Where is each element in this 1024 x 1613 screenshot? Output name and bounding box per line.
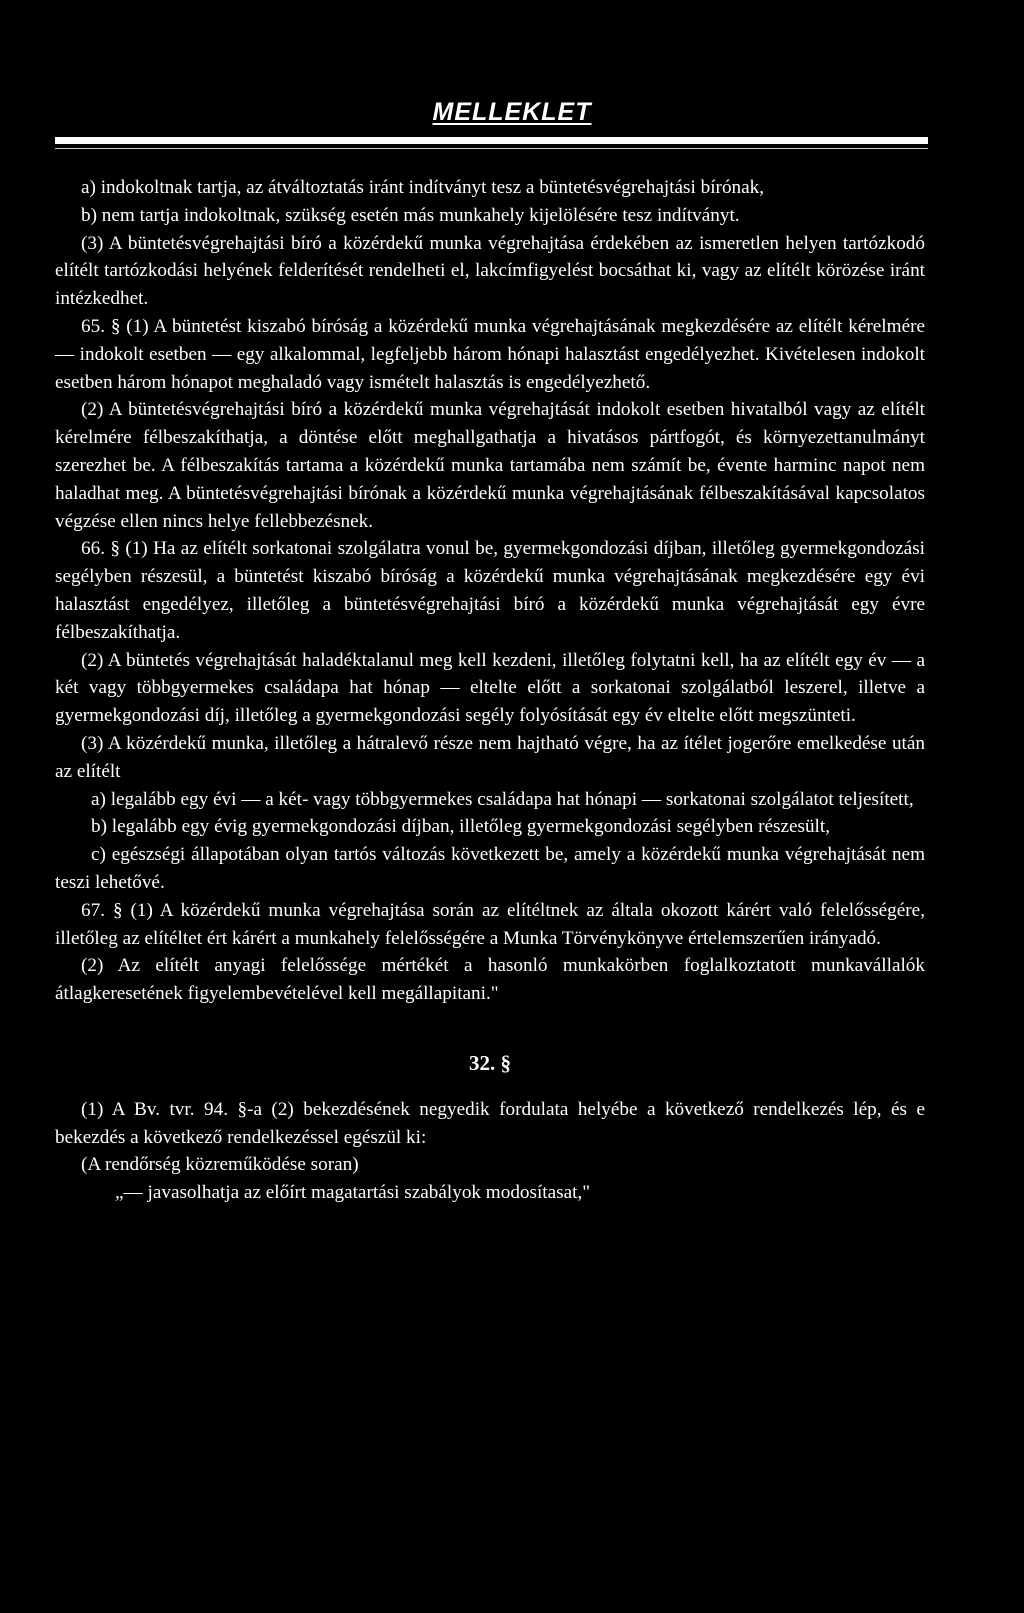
paragraph: (A rendőrség közreműködése soran) bbox=[81, 1154, 359, 1176]
paragraph: (1) A Bv. tvr. 94. §-a (2) bekezdésének negyedik fordulata helyébe a következő rendelkezés lép, és e bekezdés a következő rendelkezéssel egészül ki: bbox=[55, 1098, 925, 1148]
header-rule-thick bbox=[55, 137, 928, 144]
paragraph: (3) A büntetésvégrehajtási bíró a közérdekű munka végrehajtása érdekében az ismeretlen helyen tartózkodó elítélt tartózkodási helyének felderítését rendelheti el, lakcímfigyelést bocsáthat ki, vagy az elítélt körözése iránt intézkedhet. bbox=[55, 232, 925, 310]
paragraph: 65. § (1) A büntetést kiszabó bíróság a közérdekű munka végrehajtásának megkezdésére az elítélt kérelmére — indokolt esetben — egy alkalommal, legfeljebb három hónapi halasztást engedélyezhet. Kivételesen indokolt esetben három hónapot meghaladó vagy ismételt halasztás is engedélyezhető. bbox=[55, 315, 925, 393]
paragraph: (2) A büntetés végrehajtását haladéktalanul meg kell kezdeni, illetőleg folytatni kell, ha az elítélt egy év — a két vagy többgyermekes családapa hat hónap — eltelte előtt a sorkatonai szolgálatból leszerel, illetve a gyermekgondozási díj, illetőleg a gyermekgondozási segély folyósítását egy év eltelte előtt megszünteti. bbox=[55, 649, 925, 727]
paragraph: a) indokoltnak tartja, az átváltoztatás iránt indítványt tesz a büntetésvégrehajtási bírónak, bbox=[81, 177, 765, 198]
paragraph: a) legalább egy évi — a két- vagy többgyermekes családapa hat hónapi — sorkatonai szolgálatot teljesített, bbox=[91, 788, 914, 810]
paragraph: (2) Az elítélt anyagi felelőssége mértékét a hasonló munkakörben foglalkoztatott munkavállalók átlagkeresetének figyelembevételével kell megállapitani." bbox=[55, 955, 925, 1005]
paragraph: „— javasolhatja az előírt magatartási szabályok modosítasat," bbox=[115, 1182, 591, 1204]
paragraph: (3) A közérdekű munka, illetőleg a hátralevő része nem hajtható végre, ha az ítélet jogerőre emelkedése után az elítélt bbox=[55, 732, 925, 782]
header-rule-thin bbox=[55, 148, 928, 149]
section-title: 32. § bbox=[469, 1050, 511, 1075]
paragraph: b) nem tartja indokoltnak, szükség esetén más munkahely kijelölésére tesz indítványt. bbox=[81, 204, 740, 226]
document-body bbox=[55, 174, 925, 1207]
page-header-title: MELLEKLET bbox=[432, 98, 592, 126]
paragraph: (2) A büntetésvégrehajtási bíró a közérdekű munka végrehajtását indokolt esetben hivatalból vagy az elítélt kérelmére félbeszakíthatja, a döntése előtt meghallgathatja a hivatásos pártfogót, és környezettanulmányt szerezhet be. A félbeszakítás tartama a közérdekű munka tartamába nem számít be, évente harminc napot nem haladhat meg. A büntetésvégrehajtási bírónak a közérdekű munka végrehajtásának félbeszakításával kapcsolatos végzése ellen nincs helye fellebbezésnek. bbox=[55, 399, 925, 532]
paragraph: b) legalább egy évig gyermekgondozási díjban, illetőleg gyermekgondozási segélyben részesült, bbox=[91, 816, 831, 838]
paragraph: c) egészségi állapotában olyan tartós változás következett be, amely a közérdekű munka végrehajtását nem teszi lehetővé. bbox=[55, 844, 925, 893]
paragraph: 67. § (1) A közérdekű munka végrehajtása során az elítéltnek az általa okozott kárért való felelősségére, illetőleg az elítéltet ért kárért a munkahely felelősségére a Munka Törvénykönyve értelemszerűen irányadó. bbox=[55, 899, 925, 949]
paragraph: 66. § (1) Ha az elítélt sorkatonai szolgálatra vonul be, gyermekgondozási díjban, illetőleg gyermekgondozási segélyben részesül, a büntetést kiszabó bíróság a közérdekű munka végrehajtásának megkezdésére egy évi halasztást engedélyez, illetőleg a büntetésvégrehajtási bíró a közérdekű munka végrehajtását egy évre félbeszakíthatja. bbox=[55, 538, 925, 643]
